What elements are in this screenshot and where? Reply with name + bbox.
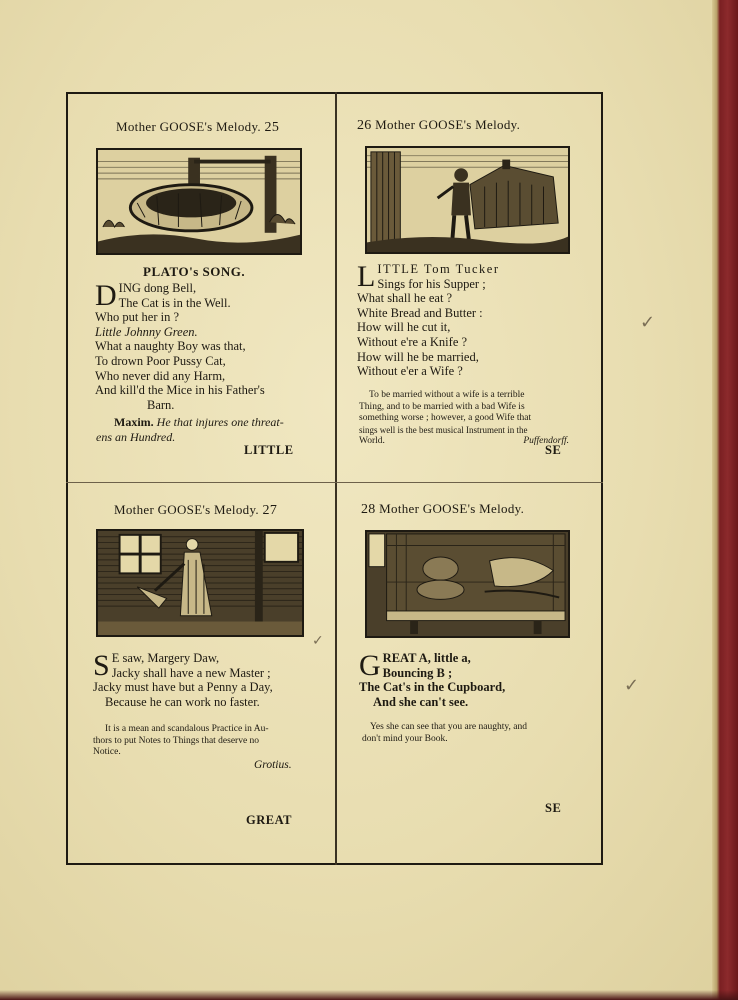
- verse-line: How will he cut it,: [357, 320, 451, 335]
- verse-line: And kill'd the Mice in his Father's: [95, 383, 265, 398]
- drop-cap: G: [359, 649, 381, 682]
- catchword: SE: [545, 801, 562, 815]
- footnote-line: sings well is the best musical Instrument in the: [359, 424, 528, 435]
- verse-line: To drown Poor Pussy Cat,: [95, 353, 226, 368]
- footnote-line: don't mind your Book.: [362, 733, 448, 744]
- horizontal-divider: [66, 482, 603, 483]
- well-woodcut-icon: [96, 148, 302, 255]
- maxim-note: [114, 415, 284, 430]
- verse-line: What shall he eat ?: [357, 291, 453, 306]
- page-number: 27: [262, 503, 278, 518]
- footnote-author: Grotius.: [254, 759, 292, 771]
- woman-sweeping-woodcut-icon: [96, 529, 304, 637]
- page-header: [357, 117, 520, 134]
- verse-line: Barn.: [147, 397, 175, 412]
- verse-line: Sings for his Supper ;: [377, 276, 486, 291]
- footnote-line: World.: [359, 436, 385, 446]
- catchword: LITTLE: [244, 443, 294, 457]
- verse-line: REAT A, little a,: [382, 651, 471, 665]
- catchword: GREAT: [246, 813, 293, 827]
- verse-line: How will he be married,: [357, 349, 479, 364]
- pencil-checkmark-icon: ✓: [624, 675, 640, 696]
- verse-line: ITTLE Tom Tucker: [377, 262, 500, 276]
- verse-line: And she can't see.: [373, 694, 469, 709]
- verse-line: Jacky must have but a Penny a Day,: [93, 680, 273, 695]
- page-header: [114, 502, 277, 519]
- page-number: 26: [357, 118, 372, 133]
- drop-cap: S: [93, 649, 110, 682]
- catchword: SE: [545, 443, 562, 457]
- header-title: Mother GOOSE's Melody.: [114, 502, 259, 517]
- drop-cap: L: [357, 260, 376, 293]
- drop-cap: D: [95, 279, 117, 312]
- book-binding-edge: [712, 0, 738, 1000]
- verse-line: Jacky shall have a new Master ;: [111, 665, 271, 680]
- footnote-line: It is a mean and scandalous Practice in Au-: [105, 724, 269, 734]
- song-title: PLATO's SONG.: [143, 264, 246, 279]
- footnote: [362, 722, 584, 745]
- verse-block: [95, 281, 325, 412]
- footnote-line: something worse ; however, a good Wife that: [359, 413, 532, 423]
- verse-line: ING dong Bell,: [118, 281, 197, 295]
- footnote: [93, 724, 321, 759]
- footnote-line: Thing, and to be married with a bad Wife is: [359, 401, 525, 412]
- page-header: [361, 501, 524, 518]
- note-label: Maxim.: [114, 415, 154, 429]
- verse-line: The Cat is in the Well.: [118, 295, 231, 310]
- page-header: [116, 119, 279, 136]
- footnote-author: Puffendorff.: [523, 436, 569, 446]
- footnote-line: thors to put Notes to Things that deserve no: [93, 735, 260, 746]
- vertical-divider: [335, 92, 337, 865]
- note-text: ens an Hundred.: [96, 430, 176, 444]
- pencil-checkmark-icon: ✓: [640, 312, 656, 333]
- verse-line: Without e're a Knife ?: [357, 334, 468, 349]
- header-title: Mother GOOSE's Melody.: [379, 501, 525, 516]
- header-title: Mother GOOSE's Melody.: [116, 119, 261, 134]
- verse-line: Little Johnny Green.: [95, 324, 198, 339]
- verse-line: Because he can work no faster.: [105, 694, 260, 709]
- verse-line: Bouncing B ;: [382, 665, 453, 680]
- footnote-line: To be married without a wife is a terrible: [369, 390, 525, 400]
- header-title: Mother GOOSE's Melody.: [375, 117, 521, 132]
- verse-line: E saw, Margery Daw,: [111, 651, 220, 665]
- boy-and-barn-woodcut-icon: [365, 146, 570, 254]
- cupboard-woodcut-icon: [365, 530, 570, 638]
- note-text: He that injures one threat-: [156, 415, 284, 429]
- verse-line: Without e'er a Wife ?: [357, 364, 463, 379]
- page-number: 25: [264, 120, 280, 135]
- verse-line: What a naughty Boy was that,: [95, 339, 246, 354]
- verse-line: The Cat's in the Cupboard,: [359, 680, 506, 695]
- verse-line: Who never did any Harm,: [95, 368, 226, 383]
- verse-block: [359, 651, 589, 709]
- verse-line: White Bread and Butter :: [357, 305, 483, 320]
- footnote-line: Notice.: [93, 747, 121, 757]
- verse-block: [357, 262, 597, 379]
- verse-line: Who put her in ?: [95, 310, 180, 325]
- footnote-line: Yes she can see that you are naughty, and: [370, 722, 527, 732]
- footnote: [359, 390, 581, 448]
- book-bottom-edge: [0, 990, 738, 1000]
- page-number: 28: [361, 502, 376, 517]
- pencil-checkmark-icon: ✓: [312, 633, 324, 649]
- verse-block: [93, 651, 333, 709]
